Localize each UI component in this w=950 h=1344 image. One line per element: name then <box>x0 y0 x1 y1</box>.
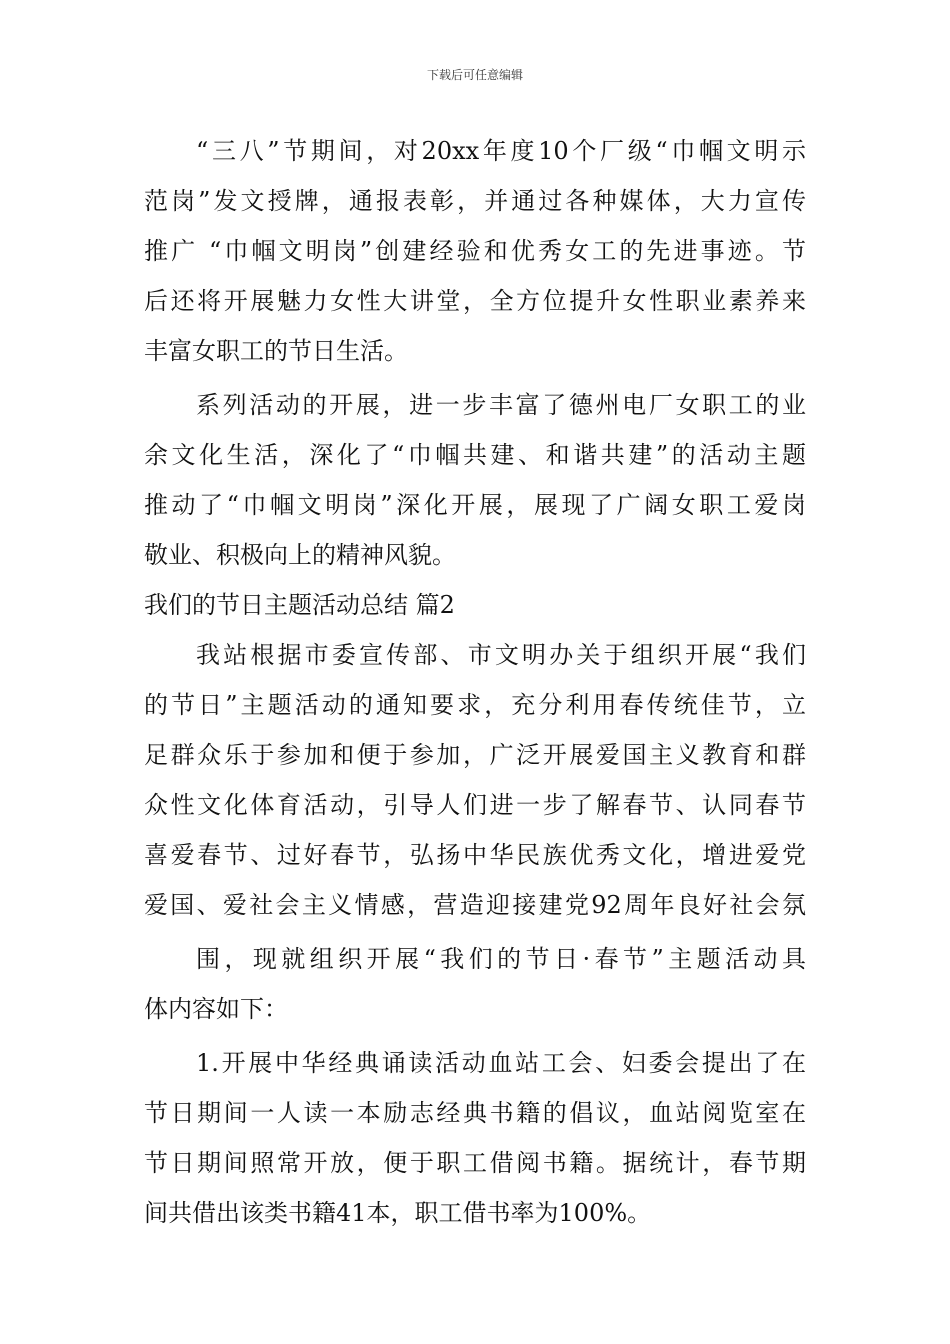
text-line: 敬业、积极向上的精神风貌。 <box>144 541 456 569</box>
text-line: 我站根据市委宣传部、市文明办关于组织开展“我们 <box>196 641 806 669</box>
text-line: 系列活动的开展，进一步丰富了德州电厂女职工的业 <box>196 391 806 419</box>
text-line: 节日期间一人读一本励志经典书籍的倡议，血站阅览室在 <box>144 1099 806 1127</box>
text-line: 1.开展中华经典诵读活动血站工会、妇委会提出了在 <box>196 1049 806 1077</box>
text-line: 推广 “巾帼文明岗”创建经验和优秀女工的先进事迹。节 <box>144 237 806 265</box>
text-line: 众性文化体育活动，引导人们进一步了解春节、认同春节 <box>144 791 806 819</box>
heading-text: 我们的节日主题活动总结 篇2 <box>144 591 455 619</box>
paragraph-5 <box>144 1038 806 1238</box>
paragraph-4 <box>144 934 806 1034</box>
text-line: 爱国、爱社会主义情感，营造迎接建党92周年良好社会氛 <box>144 891 806 919</box>
document-body <box>144 126 806 1238</box>
text-line: 喜爱春节、过好春节，弘扬中华民族优秀文化，增进爱党 <box>144 841 806 869</box>
paragraph-1 <box>144 126 806 376</box>
page-header-note: 下载后可任意编辑 <box>426 68 523 82</box>
text-line: 节日期间照常开放，便于职工借阅书籍。据统计，春节期 <box>144 1149 806 1177</box>
text-line: 间共借出该类书籍41本，职工借书率为100%。 <box>144 1199 652 1227</box>
text-line: 丰富女职工的节日生活。 <box>144 337 408 365</box>
text-line: 体内容如下： <box>144 995 288 1023</box>
paragraph-2 <box>144 380 806 580</box>
section-heading <box>144 580 806 630</box>
paragraph-3 <box>144 630 806 930</box>
text-line: 足群众乐于参加和便于参加，广泛开展爱国主义教育和群 <box>144 741 806 769</box>
text-line: 的节日”主题活动的通知要求，充分利用春传统佳节，立 <box>144 691 806 719</box>
text-line: 推动了“巾帼文明岗”深化开展，展现了广阔女职工爱岗 <box>144 491 806 519</box>
text-line: 后还将开展魅力女性大讲堂，全方位提升女性职业素养来 <box>144 287 806 315</box>
text-line: 范岗”发文授牌，通报表彰，并通过各种媒体，大力宣传 <box>144 187 806 215</box>
text-line: 围，现就组织开展“我们的节日·春节”主题活动具 <box>196 945 806 973</box>
text-line: “三八”节期间，对20xx年度10个厂级“巾帼文明示 <box>196 137 806 165</box>
text-line: 余文化生活，深化了“巾帼共建、和谐共建”的活动主题 <box>144 441 806 469</box>
